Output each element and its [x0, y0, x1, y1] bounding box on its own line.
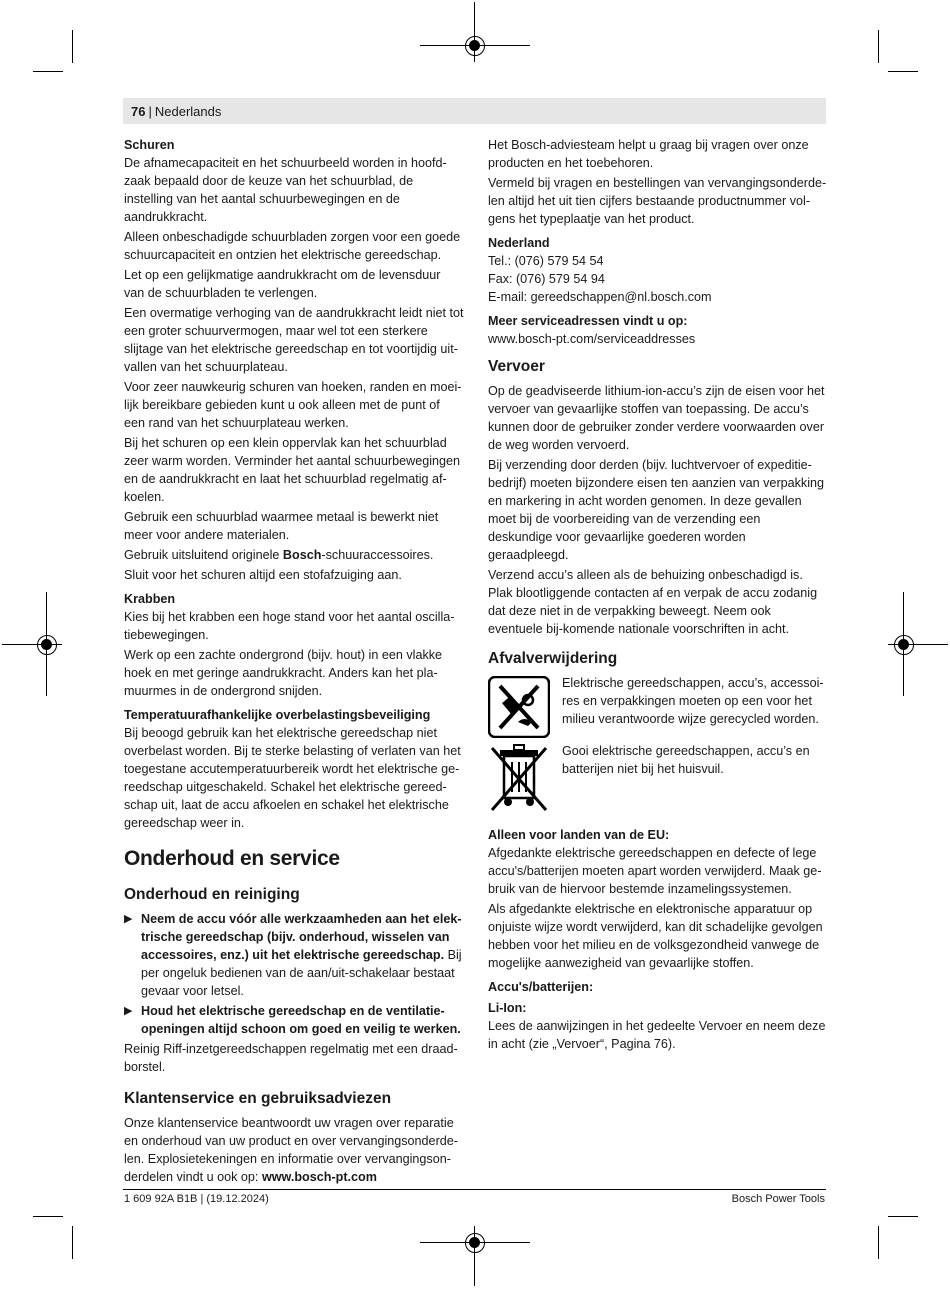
paragraph: Kies bij het krabben een hoge stand voor het aantal oscilla-tiebewegingen.	[124, 610, 455, 642]
page-header-text	[131, 103, 221, 120]
crop-mark-bl-h	[33, 1216, 63, 1217]
section-heading-krabben: Krabben	[124, 592, 176, 606]
section-heading-klantenservice: Klantenservice en gebruiksadviezen	[124, 1090, 392, 1107]
paragraph	[124, 546, 464, 564]
page-number: 76	[131, 104, 146, 119]
paragraph: Afgedankte elektrische gereedschappen en defecte of lege accu's/batterijen moeten apart worden verwijderd. Maak ge-bruik van de hiervoor bestemde inzamelingssystemen.	[488, 846, 822, 896]
website-link[interactable]: www.bosch-pt.com	[261, 1170, 377, 1184]
recycle-row	[488, 674, 828, 740]
paragraph: Bij het schuren op een klein oppervlak kan het schuurblad zeer warm worden. Verminder het aantal schuurbewegingen en de aandrukkracht en laat het schuurblad regelmatig af-koelen.	[124, 436, 461, 504]
section-heading-nederland: Nederland	[488, 236, 550, 250]
bin-text: Gooi elektrische gereedschappen, accu’s en batterijen niet bij het huisvuil.	[562, 744, 810, 776]
crop-mark-br-v	[878, 1226, 879, 1259]
email-address[interactable]: E-mail: gereedschappen@nl.bosch.com	[488, 290, 712, 304]
paragraph: Bij verzending door derden (bijv. luchtvervoer of expeditie-bedrijf) moeten bijzondere eisen ten aanzien van verpakking en markering in acht worden genomen. In deze gevallen moet bij de voorbereiding van de verzending een deskundige voor gevaarlijke goederen worden geraadpleegd.	[488, 458, 825, 562]
paragraph: Let op een gelijkmatige aandrukkracht om de levensduur van de schuurbladen te verlengen.	[124, 268, 441, 300]
paragraph: Gebruik een schuurblad waarmee metaal is bewerkt niet meer voor andere materialen.	[124, 510, 439, 542]
registration-mark-left	[37, 635, 57, 655]
bin-row	[488, 742, 828, 816]
paragraph	[124, 1114, 464, 1186]
text-run: -schuuraccessoires.	[321, 548, 434, 562]
paragraph: Verzend accu’s alleen als de behuizing onbeschadigd is. Plak blootliggende contacten af en verpak de accu zodanig dat deze niet in de verpakking beweegt. Neem ook eventuele bij-komende nationale voorschriften in acht.	[488, 568, 818, 636]
paragraph: Reinig Riff-inzetgereedschappen regelmatig met een draad-borstel.	[124, 1042, 458, 1074]
page-header	[123, 98, 826, 124]
section-heading-reiniging: Onderhoud en reiniging	[124, 886, 300, 903]
registration-mark-right	[894, 635, 914, 655]
paragraph: Alleen onbeschadigde schuurbladen zorgen voor een goede schuurcapaciteit en ontzien het elektrische gereedschap.	[124, 230, 461, 262]
crop-mark-tl-v	[72, 30, 73, 63]
recycle-icon	[488, 676, 550, 743]
section-heading-temperature: Temperatuurafhankelijke overbelastingsbeveiliging	[124, 708, 431, 722]
bullet-bold-text: Houd het elektrische gereedschap en de ventilatie-openingen altijd schoon om goed en veilig te werken.	[141, 1004, 461, 1036]
paragraph: Bij beoogd gebruik kan het elektrische gereedschap niet overbelast worden. Bij te sterke belasting of verlaten van het toegestane accutemperatuurbereik wordt het elektrische ge-reedschap uitgeschakeld. Schakel het elektrische gereed-schap uit, laat de accu afkoelen en schakel het elektrische gereedschap weer in.	[124, 726, 461, 830]
paragraph: Het Bosch-adviesteam helpt u graag bij vragen over onze producten en het toebehoren.	[488, 138, 809, 170]
wheelie-bin-crossed-icon	[488, 742, 550, 819]
bullet-triangle-icon: ▶	[124, 1005, 133, 1017]
brand-text: Bosch	[282, 548, 322, 562]
paragraph: Op de geadviseerde lithium-ion-accu’s zijn de eisen voor het vervoer van gevaarlijke stoffen van toepassing. De accu’s kunnen door de gebruiker zonder verdere voorwaarden over de weg worden vervoerd.	[488, 384, 825, 452]
section-heading-schuren: Schuren	[124, 138, 175, 152]
safety-bullet	[124, 1002, 464, 1038]
paragraph: Sluit voor het schuren altijd een stofafzuiging aan.	[124, 568, 402, 582]
crop-mark-br-h	[888, 1216, 918, 1217]
bullet-text: Bij per ongeluk bedienen van de aan/uit-schakelaar bestaat gevaar voor letsel.	[141, 948, 462, 998]
footer-rule	[123, 1189, 826, 1190]
crop-mark-tl-h	[33, 71, 63, 72]
paragraph: Een overmatige verhoging van de aandrukkracht leidt niet tot een groter schuurvermogen, maar wel tot een sterkere slijtage van het elektrische gereedschap en tot voortijdig uit-vallen van het schuurplateau.	[124, 306, 464, 374]
section-heading-meer: Meer serviceadressen vindt u op:	[488, 314, 688, 328]
paragraph: Voor zeer nauwkeurig schuren van hoeken, randen en moei-lijk bereikbare gebieden kunt u ook alleen met de punt of een rand van het schuurplateau werken.	[124, 380, 462, 430]
section-heading-vervoer: Vervoer	[488, 358, 545, 375]
registration-mark-top	[465, 36, 485, 56]
section-heading-liion: Li-Ion:	[488, 1001, 527, 1015]
right-column	[488, 136, 828, 1055]
paragraph: Vermeld bij vragen en bestellingen van vervangingsonderde-len altijd het uit tien cijfers bestaande productnummer vol-gens het typeplaatje van het product.	[488, 176, 827, 226]
text-run: Gebruik uitsluitend originele	[124, 548, 283, 562]
registration-mark-bottom	[465, 1233, 485, 1253]
paragraph: De afnamecapaciteit en het schuurbeeld worden in hoofd-zaak bepaald door de keuze van het schuurblad, de instelling van het aantal schuurbewegingen en de aandrukkracht.	[124, 156, 447, 224]
paragraph: Als afgedankte elektrische en elektronische apparatuur op onjuiste wijze wordt verwijderd, kan dit schadelijke gevolgen hebben voor het milieu en de volksgezondheid vanwege de mogelijke aanwezigheid van gevaarlijke stoffen.	[488, 902, 823, 970]
crop-mark-tr-v	[878, 30, 879, 63]
paragraph: Werk op een zachte ondergrond (bijv. hout) in een vlakke hoek en met geringe aandrukkracht. Anders kan het pla-muurmes in de ondergrond snijden.	[124, 648, 443, 698]
section-heading-eu: Alleen voor landen van de EU:	[488, 828, 670, 842]
recycle-text: Elektrische gereedschappen, accu’s, accessoi-res en verpakkingen moeten op een voor het milieu verantwoorde wijze gerecycled worden.	[562, 676, 824, 726]
crop-mark-bl-v	[72, 1226, 73, 1259]
paragraph: Lees de aanwijzingen in het gedeelte Vervoer en neem deze in acht (zie „Vervoer“, Pagina 76).	[488, 1019, 826, 1051]
text-run: Onze klantenservice beantwoordt uw vragen over reparatie en onderhoud van uw product en over vervangingsonderde-len. Explosietekeningen en informatie over vervangingson-derdelen vindt u ook op:	[124, 1116, 458, 1184]
footer-doc-code: 1 609 92A B1B | (19.12.2024)	[124, 1193, 269, 1205]
header-language: Nederlands	[154, 104, 222, 119]
phone-number: Tel.: (076) 579 54 54	[488, 254, 604, 268]
crop-mark-tr-h	[888, 71, 918, 72]
fax-number: Fax: (076) 579 54 94	[488, 272, 605, 286]
footer-brand: Bosch Power Tools	[731, 1193, 825, 1205]
chapter-heading-onderhoud: Onderhoud en service	[124, 847, 340, 870]
header-separator: |	[148, 104, 152, 119]
bullet-bold-text: Neem de accu vóór alle werkzaamheden aan het elek-trische gereedschap (bijv. onderhoud, wisselen van accessoires, enz.) uit het elektrische gereedschap.	[141, 912, 462, 962]
section-heading-afval: Afvalverwijdering	[488, 650, 618, 667]
section-heading-accu: Accu's/batterijen:	[488, 980, 594, 994]
left-column	[124, 136, 464, 1188]
safety-bullet	[124, 910, 464, 1000]
service-url[interactable]: www.bosch-pt.com/serviceaddresses	[488, 332, 696, 346]
bullet-triangle-icon: ▶	[124, 913, 133, 925]
